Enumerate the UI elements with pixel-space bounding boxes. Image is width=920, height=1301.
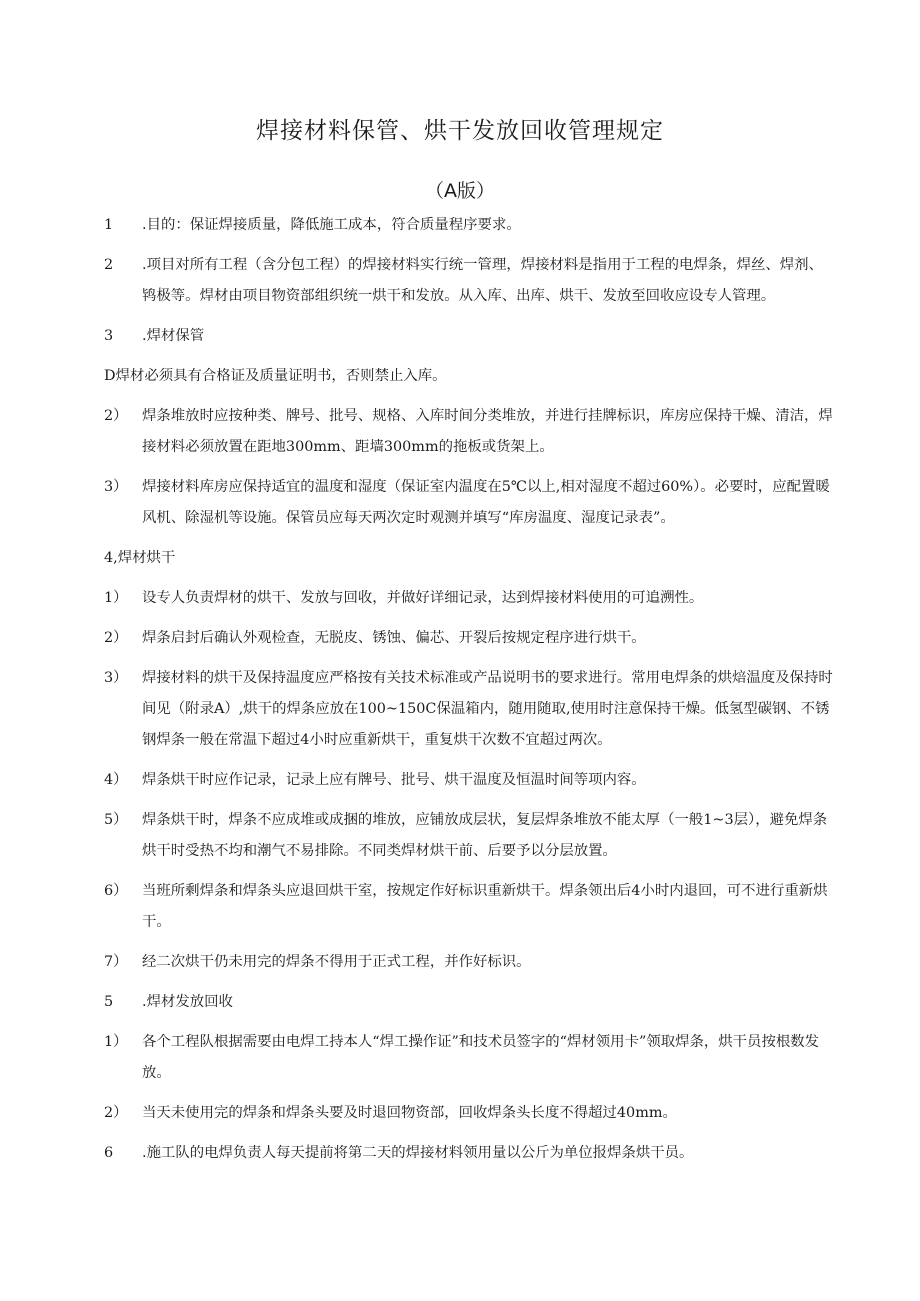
item-text: 经二次烘干仍未用完的焊条不得用于正式工程，并作好标识。 [142, 954, 531, 970]
issue-item-2 [104, 1098, 836, 1129]
item-number: 7） [104, 954, 128, 970]
section-4-heading [104, 543, 836, 574]
item-number: 3） [104, 479, 128, 495]
drying-item-5 [104, 805, 836, 867]
document-subtitle: （A版） [425, 180, 495, 202]
drying-item-2 [104, 623, 836, 654]
item-text: 当班所剩焊条和焊条头应退回烘干室，按规定作好标识重新烘干。焊条领出后4小时内退回，可不进行重新烘干。 [142, 883, 828, 930]
item-text: 4,焊材烘干 [104, 550, 176, 566]
item-number: 1） [104, 590, 128, 606]
item-number: 5） [104, 812, 128, 828]
item-number: 4） [104, 772, 128, 788]
item-number: 2 [104, 257, 114, 273]
item-text: 焊条堆放时应按种类、牌号、批号、规格、入库时间分类堆放，并进行挂牌标识，库房应保持干燥、清洁，焊接材料必须放置在距地300mm、距墙300mm的拖板或货架上。 [142, 408, 833, 455]
item-text: 焊条启封后确认外观检查，无脱皮、锈蚀、偏芯、开裂后按规定程序进行烘干。 [142, 630, 646, 646]
storage-item-2 [104, 401, 836, 463]
item-text: 焊条烘干时应作记录，记录上应有牌号、批号、烘干温度及恒温时间等项内容。 [142, 772, 646, 788]
drying-item-4 [104, 765, 836, 796]
drying-item-7 [104, 947, 836, 978]
storage-item-1 [104, 361, 836, 392]
item-number: 3） [104, 670, 128, 686]
item-number: 5 [104, 994, 114, 1010]
section-6-daily-request [104, 1138, 836, 1169]
drying-item-3 [104, 663, 836, 756]
item-number: 2） [104, 1105, 128, 1121]
section-2-management [104, 250, 836, 312]
item-number: 3 [104, 328, 114, 344]
section-3-heading [104, 321, 836, 352]
item-text: .目的：保证焊接质量，降低施工成本，符合质量程序要求。 [142, 217, 521, 233]
item-number: 6） [104, 883, 128, 899]
item-text: .施工队的电焊负责人每天提前将第二天的焊接材料领用量以公斤为单位报焊条烘干员。 [142, 1145, 694, 1161]
item-text: D焊材必须具有合格证及质量证明书，否则禁止入库。 [104, 368, 447, 384]
issue-item-1 [104, 1027, 836, 1089]
item-text: 当天未使用完的焊条和焊条头要及时退回物资部，回收焊条头长度不得超过40mm。 [142, 1105, 677, 1121]
section-5-heading [104, 987, 836, 1018]
item-text: 焊条烘干时，焊条不应成堆或成捆的堆放，应铺放成层状，复层焊条堆放不能太厚（一般1~3层），避免焊条烘干时受热不均和潮气不易排除。不同类焊材烘干前、后要予以分层放置。 [142, 812, 828, 859]
item-number: 2） [104, 408, 128, 424]
drying-item-6 [104, 876, 836, 938]
item-number: 6 [104, 1145, 114, 1161]
item-text: 设专人负责焊材的烘干、发放与回收，并做好详细记录，达到焊接材料使用的可追溯性。 [142, 590, 704, 606]
document-body [104, 210, 836, 1178]
drying-item-1 [104, 583, 836, 614]
storage-item-3 [104, 472, 836, 534]
item-text: .焊材保管 [142, 328, 205, 344]
item-text: 焊接材料库房应保持适宜的温度和湿度（保证室内温度在5℃以上,相对湿度不超过60%）。必要时，应配置暖风机、除湿机等设施。保管员应每天两次定时观测并填写“库房温度、湿度记录表”。 [142, 479, 830, 526]
item-text: 焊接材料的烘干及保持温度应严格按有关技术标准或产品说明书的要求进行。常用电焊条的烘焙温度及保持时间见（附录A）,烘干的焊条应放在100~150C保温箱内，随用随取,使用时注意保持干燥。低氢型碳钢、不锈钢焊条一般在常温下超过4小时应重新烘干，重复烘干次数不宜超过两次。 [142, 670, 833, 748]
item-number: 2） [104, 630, 128, 646]
item-text: 各个工程队根据需要由电焊工持本人“焊工操作证”和技术员签字的“焊材领用卡”领取焊条，烘干员按根数发放。 [142, 1034, 820, 1081]
item-text: .项目对所有工程（含分包工程）的焊接材料实行统一管理，焊接材料是指用于工程的电焊条，焊丝、焊剂、鸨极等。焊材由项目物资部组织统一烘干和发放。从入库、出库、烘干、发放至回收应设专人管理。 [142, 257, 823, 304]
item-text: .焊材发放回收 [142, 994, 233, 1010]
item-number: 1 [104, 217, 114, 233]
section-1-purpose [104, 210, 836, 241]
item-number: 1） [104, 1034, 128, 1050]
document-title: 焊接材料保管、烘干发放回收管理规定 [256, 118, 664, 144]
